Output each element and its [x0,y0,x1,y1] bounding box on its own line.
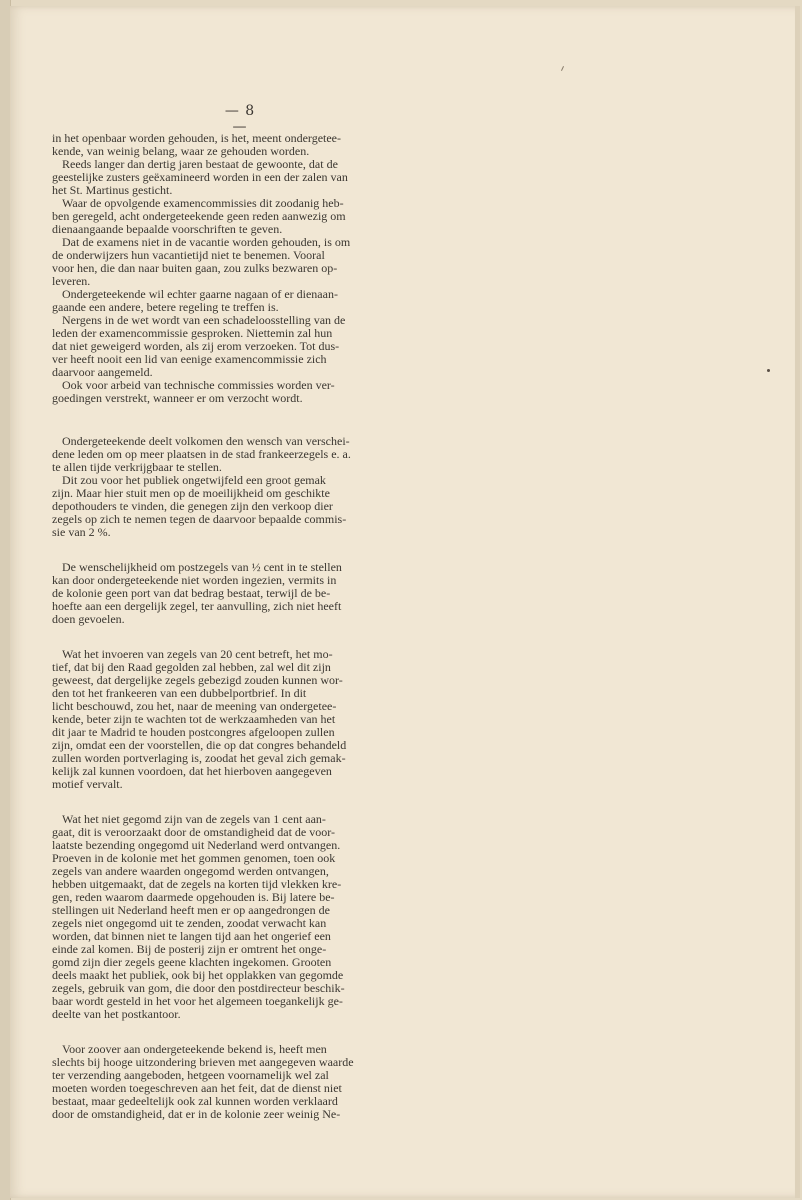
paragraph: Nergens in de wet wordt van een schadeloosstelling van de leden der examencommissie gesproken. Niettemin zal hun dat niet geweigerd worden, als zij erom verzoeken. Tot dus- ver heeft nooit een lid van eenige examencommissie zich daarvoor aangemeld. [52,313,346,379]
paragraph: Ook voor arbeid van technische commissies worden ver- goedingen verstrekt, wanneer er om verzocht wordt. [52,378,335,405]
text-section-1 [52,132,412,405]
page-number: — 8 — [224,103,256,135]
page-edge-shadow [795,6,800,1198]
paragraph: in het openbaar worden gehouden, is het, meent ondergetee- kende, van weinig belang, waar ze gehouden worden. [52,131,342,158]
text-section-5 [52,813,412,1021]
paragraph: Waar de opvolgende examencommissies dit zoodanig heb- ben geregeld, acht ondergeteekende geen reden aanwezig om dienaangaande bepaalde voorschriften te geven. [52,196,346,236]
text-column [52,132,412,1143]
text-section-2 [52,435,412,539]
text-section-6 [52,1043,412,1121]
paragraph: Ondergeteekende wil echter gaarne nagaan of er dienaan- gaande een andere, betere regeling te treffen is. [52,287,338,314]
paragraph: Voor zoover aan ondergeteekende bekend is, heeft men slechts bij hooge uitzondering brieven met aangegeven waarde ter verzending aangeboden, hetgeen voornamelijk wel zal moeten worden toegeschreven aan het feit, dat de dienst niet bestaat, maar gedeeltelijk ook zal kunnen worden verklaard door de omstandigheid, dat er in de kolonie zeer weinig Ne- [52,1042,354,1121]
text-section-3 [52,561,412,626]
paragraph: De wenschelijkheid om postzegels van ½ cent in te stellen kan door ondergeteekende niet worden ingezien, vermits in de kolonie geen port van dat bedrag bestaat, terwijl de be- hoefte aan een dergelijk zegel, ter aanvulling, zich niet heeft doen gevoelen. [52,560,342,626]
paper-speck [767,369,770,372]
paragraph: Dat de examens niet in de vacantie worden gehouden, is om de onderwijzers hun vacantietijd niet te benemen. Vooral voor hen, die dan naar buiten gaan, zou zulks bezwaren op- leveren. [52,235,351,288]
text-section-4 [52,648,412,791]
paragraph: Ondergeteekende deelt volkomen den wensch van verschei- dene leden om op meer plaatsen in de stad frankeerzegels e. a. te allen tijde verkrijgbaar te stellen. [52,434,351,474]
paper-mark [561,66,564,71]
paragraph: Reeds langer dan dertig jaren bestaat de gewoonte, dat de geestelijke zusters geëxamineerd worden in een der zalen van het St. Martinus gesticht. [52,157,348,197]
paragraph: Wat het niet gegomd zijn van de zegels van 1 cent aan- gaat, dit is veroorzaakt door de omstandigheid dat de voor- laatste bezending ongegomd uit Nederland werd ontvangen. Proeven in de kolonie met het gommen genomen, toen ook zegels van andere waarden ongegomd werden ontvangen, hebben uitgemaakt, dat de zegels na korten tijd vlekken kre- gen, reden waarom daarmede opgehouden is. Bij latere be- stellingen uit Nederland heeft men er op aangedrongen de zegels niet ongegomd uit te zenden, zoodat verwacht kan worden, dat binnen niet te langen tijd aan het ongerief een einde zal komen. Bij de posterij zijn er omtrent het onge- gomd zijn dier zegels geene klachten ingekomen. Grooten deels maakt het publiek, ook bij het opplakken van gegomde zegels, gebruik van gom, die door den postdirecteur beschik- baar wordt gesteld in het voor het algemeen toegankelijk ge- deelte van het postkantoor. [52,812,345,1021]
paragraph: Dit zou voor het publiek ongetwijfeld een groot gemak zijn. Maar hier stuit men op de moeilijkheid om geschikte depothouders te vinden, die genegen zijn den verkoop dier zegels op zich te nemen tegen de daarvoor bepaalde commis- sie van 2 %. [52,473,347,539]
paragraph: Wat het invoeren van zegels van 20 cent betreft, het mo- tief, dat bij den Raad gegolden zal hebben, zal wel dit zijn geweest, dat dergelijke zegels gebezigd zouden kunnen wor- den tot het frankeeren van een dubbelportbrief. In dit licht beschouwd, zou het, naar de meening van ondergetee- kende, beter zijn te wachten tot de werkzaamheden van het dit jaar te Madrid te houden postcongres afgeloopen zullen zijn, omdat een der voorstellen, die op dat congres behandeld zullen worden portverlaging is, zoodat het geval zich gemak- kelijk zal kunnen voordoen, dat het hierboven aangegeven motief vervalt. [52,647,347,791]
